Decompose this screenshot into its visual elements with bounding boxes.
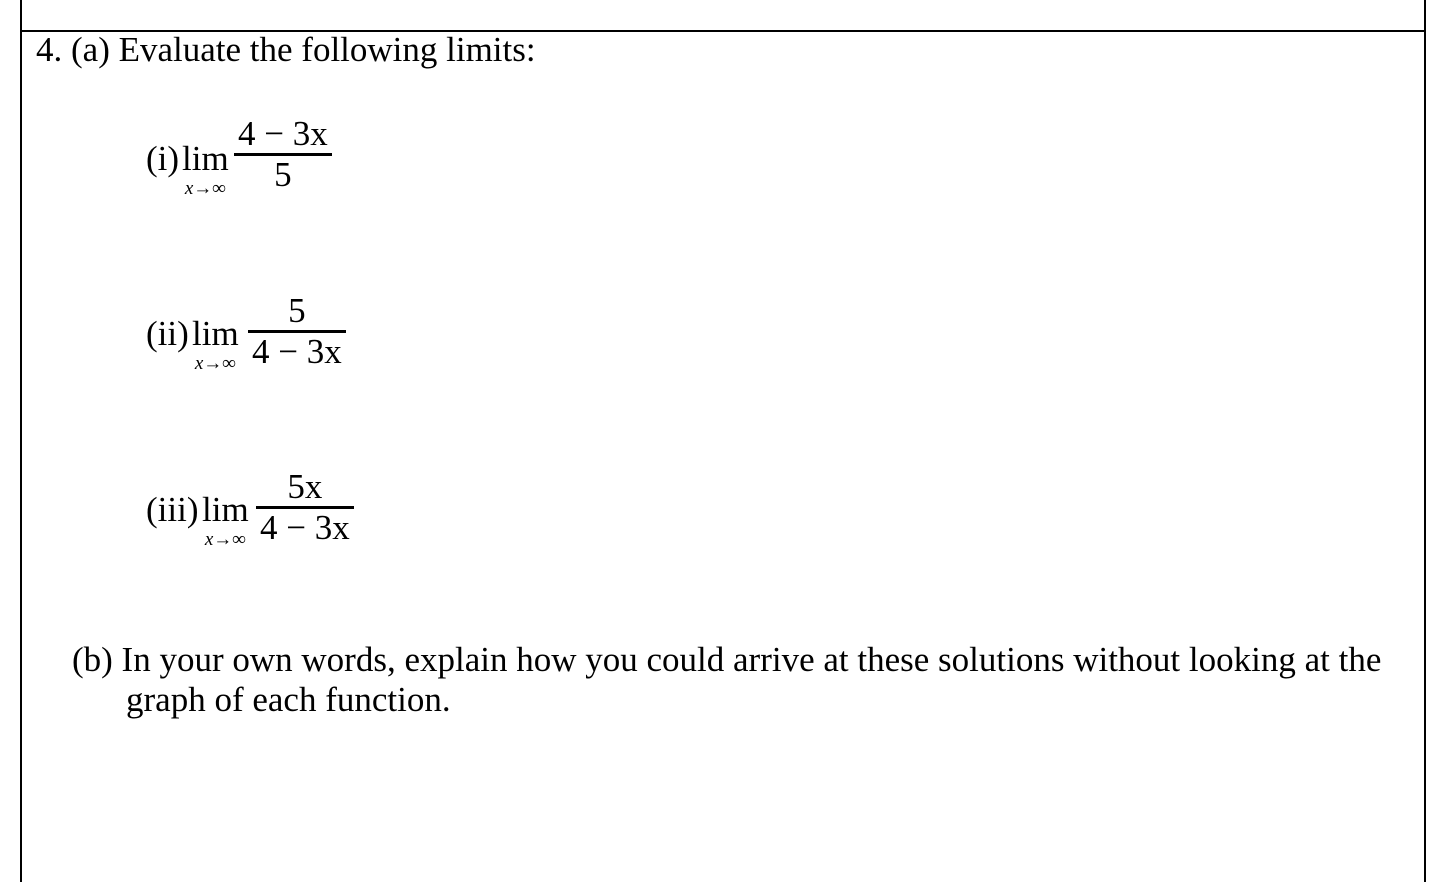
fraction	[256, 468, 354, 547]
lim-subscript: x→∞	[184, 178, 226, 199]
limit-label: (ii)	[146, 314, 189, 353]
limit-operator	[192, 314, 239, 374]
part-b-line-2: graph of each function.	[126, 680, 451, 719]
frame-left-border	[20, 0, 22, 882]
part-b-line-1: (b) In your own words, explain how you could arrive at these solutions without looking at the	[72, 640, 1382, 679]
fraction	[248, 292, 346, 371]
lim-word: lim	[182, 139, 229, 178]
part-b-question	[72, 640, 1402, 720]
limit-label: (i)	[146, 139, 180, 178]
lim-word: lim	[192, 314, 239, 353]
lim-word: lim	[202, 490, 249, 529]
fraction-denominator: 5	[274, 155, 292, 194]
limit-item-ii	[146, 292, 546, 392]
fraction-numerator: 4 − 3x	[238, 114, 328, 153]
fraction-denominator: 4 − 3x	[260, 508, 350, 547]
fraction-numerator: 5x	[287, 467, 323, 506]
lim-subscript: x→∞	[204, 529, 246, 550]
limit-label: (iii)	[146, 490, 199, 529]
fraction-numerator: 5	[288, 291, 306, 330]
question-heading: 4. (a) Evaluate the following limits:	[36, 30, 536, 69]
limit-item-i	[146, 115, 546, 215]
limit-operator	[202, 490, 249, 550]
frame-right-border	[1424, 0, 1426, 882]
limit-item-iii	[146, 468, 546, 568]
fraction-denominator: 4 − 3x	[252, 332, 342, 371]
lim-subscript: x→∞	[194, 353, 236, 374]
fraction	[234, 115, 332, 194]
limit-operator	[182, 139, 229, 199]
